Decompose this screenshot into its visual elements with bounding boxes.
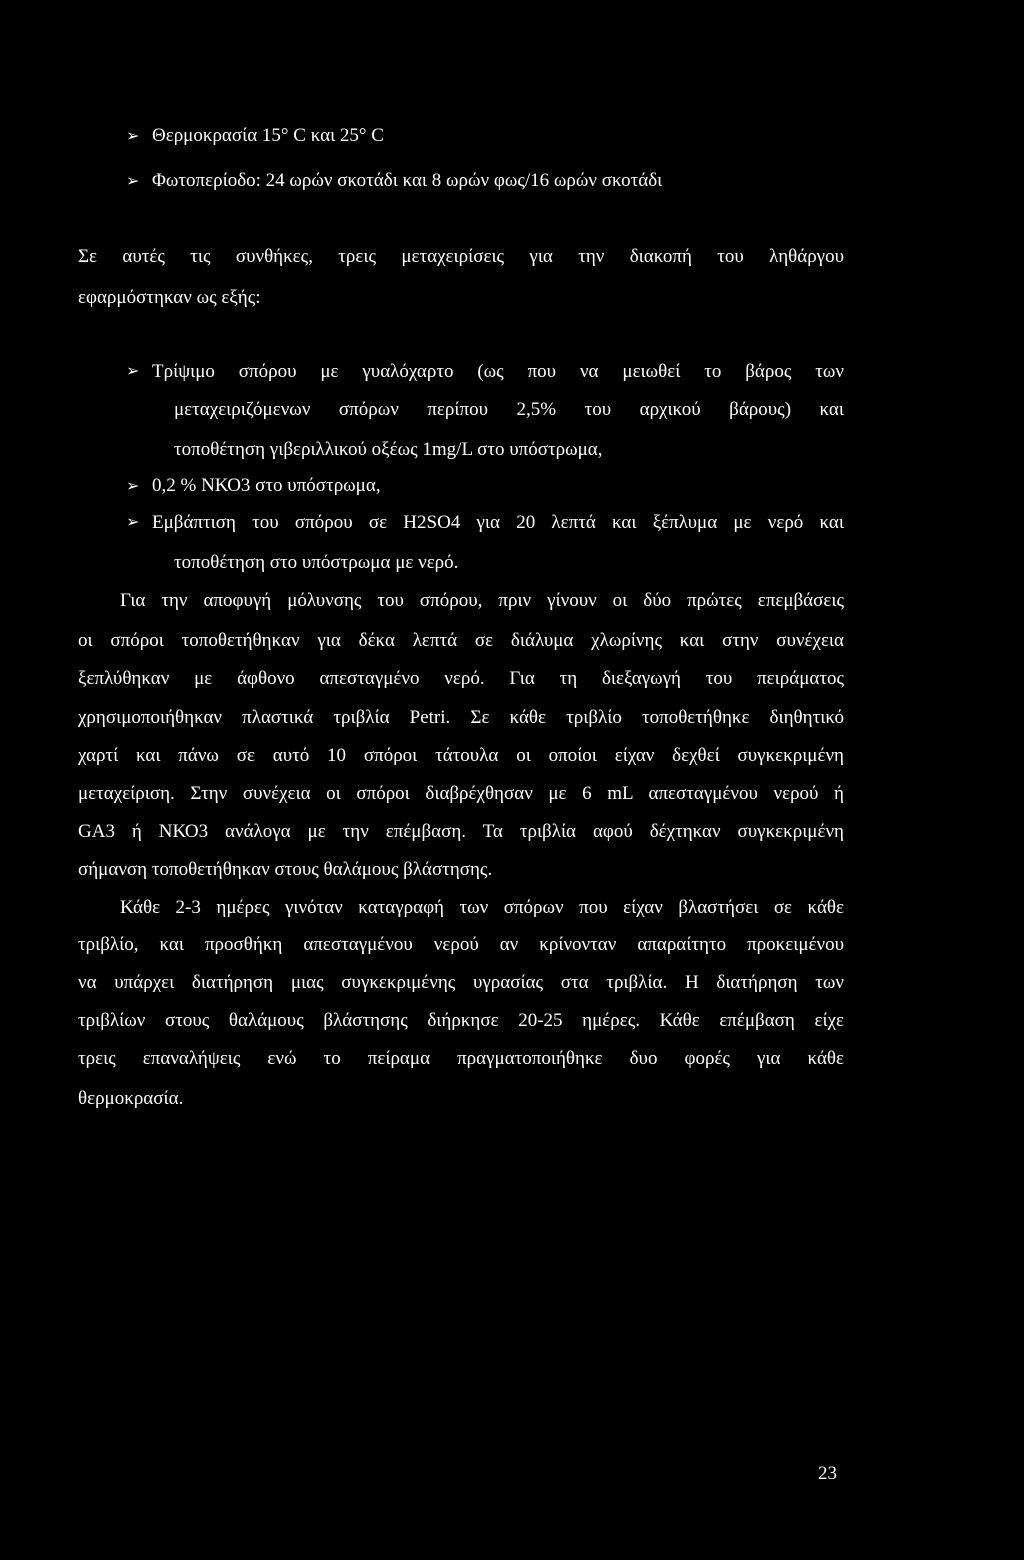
treatment-1 <box>126 361 844 383</box>
paragraph-1-line-2: οι σπόροι τοποθετήθηκαν για δέκα λεπτά σε διάλυμα χλωρίνης και στην συνέχεια <box>78 630 844 651</box>
arrow-bullet-icon: ➢ <box>126 126 140 145</box>
paragraph-1-line-1: Για την αποφυγή μόλυνσης του σπόρου, πριν γίνουν οι δύο πρώτες επεμβάσεις <box>120 590 844 611</box>
intro-line-1: Σε αυτές τις συνθήκες, τρεις μεταχειρίσεις για την διακοπή του ληθάργου <box>78 246 844 267</box>
page-number: 23 <box>818 1463 837 1484</box>
paragraph-1-line-5: χαρτί και πάνω σε αυτό 10 σπόροι τάτουλα οι οποίοι είχαν δεχθεί συγκεκριμένη <box>78 745 844 766</box>
paragraph-2-line-1: Κάθε 2-3 ημέρες γινόταν καταγραφή των σπόρων που είχαν βλαστήσει σε κάθε <box>120 897 844 918</box>
paragraph-1-line-4: χρησιμοποιήθηκαν πλαστικά τριβλία Petri. Σε κάθε τριβλίο τοποθετήθηκε διηθητικό <box>78 707 844 728</box>
photoperiod-text: Φωτοπερίοδο: 24 ωρών σκοτάδι και 8 ωρών φως/16 ωρών σκοτάδι <box>152 170 663 191</box>
paragraph-1-line-7: GA3 ή ΝΚΟ3 ανάλογα με την επέμβαση. Τα τριβλία αφού δέχτηκαν συγκεκριμένη <box>78 821 844 842</box>
paragraph-2-line-4: τριβλίων στους θαλάμους βλάστησης διήρκησε 20-25 ημέρες. Κάθε επέμβαση είχε <box>78 1010 844 1031</box>
treatment-2-text: 0,2 % ΝΚΟ3 στο υπόστρωμα, <box>152 475 381 496</box>
paragraph-2-line-5: τρεις επαναλήψεις ενώ το πείραμα πραγματοποιήθηκε δυο φορές για κάθε <box>78 1048 844 1069</box>
arrow-bullet-icon: ➢ <box>126 512 140 531</box>
treatment-1-line-3: τοποθέτηση γιβεριλλικού οξέως 1mg/L στο υπόστρωμα, <box>174 439 603 460</box>
paragraph-1-line-6: μεταχείριση. Στην συνέχεια οι σπόροι διαβρέχθησαν με 6 mL απεσταγμένου νερού ή <box>78 783 844 804</box>
paragraph-1-line-3: ξεπλύθηκαν με άφθονο απεσταγμένο νερό. Για τη διεξαγωγή του πειράματος <box>78 668 844 689</box>
paragraph-2-line-3: να υπάρχει διατήρηση μιας συγκεκριμένης υγρασίας στα τριβλία. Η διατήρηση των <box>78 972 844 993</box>
treatment-3 <box>126 512 844 534</box>
paragraph-2-line-6: θερμοκρασία. <box>78 1088 184 1109</box>
temperature-text: Θερμοκρασία 15° C και 25° C <box>152 125 384 146</box>
treatment-3-line-1: Εμβάπτιση του σπόρου σε H2SO4 για 20 λεπτά και ξέπλυμα με νερό και <box>152 512 844 533</box>
bullet-photoperiod <box>126 170 662 192</box>
treatment-2 <box>126 475 381 497</box>
paragraph-1-line-8: σήμανση τοποθετήθηκαν στους θαλάμους βλάστησης. <box>78 859 493 880</box>
treatment-1-line-1: Τρίψιμο σπόρου με γυαλόχαρτο (ως που να μειωθεί το βάρος των <box>152 361 844 382</box>
arrow-bullet-icon: ➢ <box>126 476 140 495</box>
bullet-temperature <box>126 125 384 147</box>
arrow-bullet-icon: ➢ <box>126 171 140 190</box>
intro-line-2: εφαρμόστηκαν ως εξής: <box>78 287 261 308</box>
treatment-1-line-2: μεταχειριζόμενων σπόρων περίπου 2,5% του αρχικού βάρους) και <box>174 399 844 420</box>
treatment-3-line-2: τοποθέτηση στο υπόστρωμα με νερό. <box>174 552 459 573</box>
arrow-bullet-icon: ➢ <box>126 361 140 380</box>
paragraph-2-line-2: τριβλίο, και προσθήκη απεσταγμένου νερού αν κρίνονταν απαραίτητο προκειμένου <box>78 934 844 955</box>
